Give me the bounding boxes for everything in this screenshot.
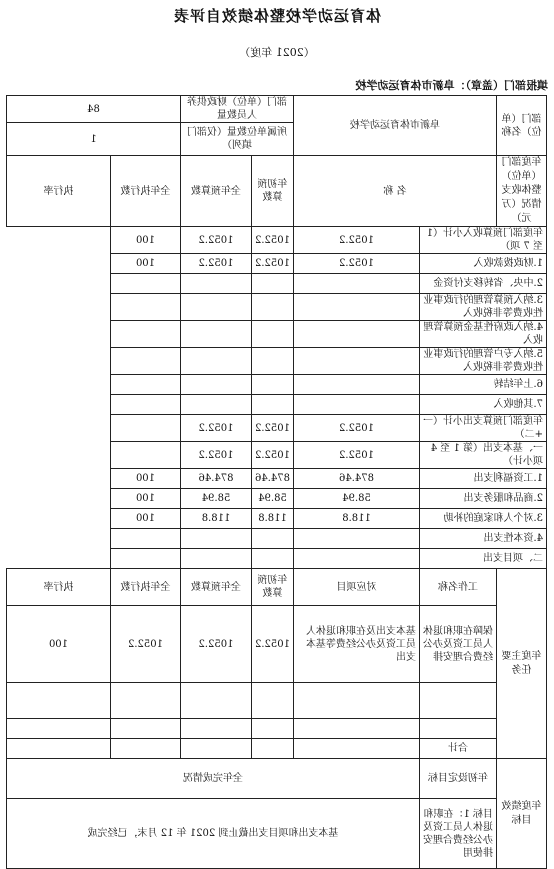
budget-row-name: 3.对个人和家庭的补助 — [420, 509, 547, 529]
budget-row-full — [252, 294, 294, 321]
budget-row — [6, 549, 546, 569]
budget-row-name: 一、基本支出（第 1 至 4 项小计） — [420, 442, 547, 469]
tasks-section-label: 年度主要任务 — [497, 569, 547, 759]
unit-name: 阜新市体育运动学校 — [294, 96, 497, 156]
budget-row-exec: 1052.2 — [181, 254, 252, 274]
tasks-head-exec: 全年执行数 — [111, 569, 181, 606]
budget-row-initial — [294, 321, 420, 348]
budget-row-rate — [111, 415, 181, 442]
budget-row — [6, 294, 546, 321]
budget-row-exec — [181, 395, 252, 415]
task-name: 保障在职和退休人员工资及办公经费合理安排 — [420, 606, 497, 683]
budget-row-rate — [111, 294, 181, 321]
goal-done: 基本支出和项目支出截止到 2021 年 12 月末，已经完成 — [6, 799, 419, 869]
budget-row-full — [252, 274, 294, 294]
budget-row-initial: 1052.2 — [294, 254, 420, 274]
task-empty-cell — [294, 739, 420, 759]
budget-row-full — [252, 529, 294, 549]
budget-row-full — [252, 549, 294, 569]
budget-row-name: 2.中央、省转移支付资金 — [420, 274, 547, 294]
budget-row — [6, 509, 546, 529]
task-empty-cell — [6, 719, 110, 739]
budget-row — [6, 469, 546, 489]
budget-row-name: 1.工资福利支出 — [420, 469, 547, 489]
task-rate: 100 — [6, 606, 110, 683]
page-title: 体育运动学校整体绩效自评表 — [173, 7, 382, 25]
budget-row-exec — [181, 375, 252, 395]
unit-label: 部门（单位）名称 — [497, 96, 547, 156]
budget-row-full: 58.94 — [252, 489, 294, 509]
staff-label: 部门（单位）财政供养人员数量 — [181, 96, 294, 123]
budget-row-rate — [111, 442, 181, 469]
budget-row-initial: 1052.2 — [294, 442, 420, 469]
budget-row-name: 2.商品和服务支出 — [420, 489, 547, 509]
task-full: 1052.2 — [181, 606, 252, 683]
budget-row-full — [252, 321, 294, 348]
budget-row — [6, 415, 546, 442]
budget-row-full: 118.8 — [252, 509, 294, 529]
task-empty-cell — [420, 719, 497, 739]
goals-head-set: 年初设定目标 — [420, 759, 497, 799]
tasks-head-task: 工作名称 — [420, 569, 497, 606]
budget-row-full: 1052.2 — [252, 415, 294, 442]
budget-head-full: 全年预算数 — [181, 156, 252, 227]
budget-row-exec — [181, 529, 252, 549]
budget-row-rate — [111, 529, 181, 549]
budget-row-initial — [294, 395, 420, 415]
budget-row — [6, 274, 546, 294]
budget-row-name: 4.纳入政府性基金预算管理收入 — [420, 321, 547, 348]
budget-row-rate: 100 — [111, 254, 181, 274]
budget-row-exec: 1052.2 — [181, 227, 252, 254]
budget-row — [6, 348, 546, 375]
budget-row-rate — [111, 375, 181, 395]
budget-row-name: 年度部门预算支出小计（一+二） — [420, 415, 547, 442]
budget-row-full: 1052.2 — [252, 227, 294, 254]
filing-department — [356, 77, 549, 93]
budget-row — [6, 395, 546, 415]
budget-row-initial: 874.46 — [294, 469, 420, 489]
budget-row-rate — [111, 274, 181, 294]
budget-row-name: 6.上年结转 — [420, 375, 547, 395]
budget-row-name: 二、项目支出 — [420, 549, 547, 569]
budget-head-initial: 年初预算数 — [252, 156, 294, 227]
budget-row-initial: 1052.2 — [294, 227, 420, 254]
task-empty-cell — [181, 739, 252, 759]
budget-row-full — [252, 348, 294, 375]
goals-section-label: 年度绩效目标 — [497, 759, 547, 869]
budget-row-exec — [181, 321, 252, 348]
budget-head-name: 名 称 — [294, 156, 497, 227]
task-empty-cell — [252, 739, 294, 759]
budget-section-label: 年度部门（单位）整体收支情况（万元） — [497, 156, 547, 227]
dept-name: 阜新市体育运动学校 — [355, 79, 455, 92]
tasks-head-full: 全年预算数 — [181, 569, 252, 606]
budget-row-rate — [111, 549, 181, 569]
goals-head-done: 全年完成情况 — [6, 759, 419, 799]
budget-row-full: 1052.2 — [252, 442, 294, 469]
budget-row-initial — [294, 549, 420, 569]
budget-row-initial — [294, 375, 420, 395]
budget-row-exec — [181, 274, 252, 294]
task-project: 基本支出及在职和退休人员工资及办公经费等基本支出 — [294, 606, 420, 683]
budget-row-rate — [111, 395, 181, 415]
budget-row-rate — [111, 321, 181, 348]
budget-row-name: 4.资本性支出 — [420, 529, 547, 549]
budget-row-rate — [111, 348, 181, 375]
budget-row-name: 5.纳入专户管理的行政事业性收费等非税收入 — [420, 348, 547, 375]
task-empty-cell — [111, 719, 181, 739]
task-empty-cell — [181, 719, 252, 739]
task-empty-cell — [6, 683, 110, 719]
subunits-label: 所属单位数量（仅部门填列） — [181, 123, 294, 156]
budget-head-rate: 执行率 — [6, 156, 110, 227]
budget-row-initial — [294, 294, 420, 321]
budget-row-exec: 1052.2 — [181, 442, 252, 469]
task-empty-cell — [111, 739, 181, 759]
budget-row-rate: 100 — [111, 227, 181, 254]
dept-label: 填报部门（盖章）： — [454, 79, 548, 92]
task-empty-cell — [294, 719, 420, 739]
budget-row-rate: 100 — [111, 509, 181, 529]
tasks-total-label: 合计 — [420, 739, 497, 759]
budget-row-exec — [181, 348, 252, 375]
budget-row — [6, 375, 546, 395]
budget-row-name: 3.纳入预算管理的行政事业性收费等非税收入 — [420, 294, 547, 321]
evaluation-table — [6, 95, 547, 869]
budget-row-initial: 1052.2 — [294, 415, 420, 442]
budget-row-exec: 118.8 — [181, 509, 252, 529]
budget-row-exec: 58.94 — [181, 489, 252, 509]
budget-row-exec — [181, 294, 252, 321]
report-year: （2021 年度） — [239, 46, 315, 59]
budget-row-name: 7.其他收入 — [420, 395, 547, 415]
budget-row-name: 年度部门预算收入小计（1 至 7 项） — [420, 227, 547, 254]
tasks-head-project: 对应项目 — [294, 569, 420, 606]
task-empty-cell — [252, 719, 294, 739]
budget-row-full: 1052.2 — [252, 254, 294, 274]
budget-row-rate: 100 — [111, 489, 181, 509]
budget-row-exec: 874.46 — [181, 469, 252, 489]
tasks-head-rate: 执行率 — [6, 569, 110, 606]
task-exec: 1052.2 — [111, 606, 181, 683]
budget-row — [6, 442, 546, 469]
budget-row — [6, 227, 546, 254]
budget-row-initial — [294, 274, 420, 294]
task-empty-cell — [252, 683, 294, 719]
budget-row — [6, 254, 546, 274]
budget-row-exec: 1052.2 — [181, 415, 252, 442]
task-empty-cell — [6, 739, 110, 759]
tasks-head-initial: 年初预算数 — [252, 569, 294, 606]
budget-head-exec: 全年执行数 — [111, 156, 181, 227]
budget-row-initial: 58.94 — [294, 489, 420, 509]
task-empty-cell — [420, 683, 497, 719]
task-empty-cell — [181, 683, 252, 719]
budget-row-initial: 118.8 — [294, 509, 420, 529]
staff-value: 84 — [6, 96, 180, 123]
budget-row — [6, 529, 546, 549]
goal-target: 目标 1：在职和退休人员工资及办公经费合理安排使用 — [420, 799, 497, 869]
budget-row-full — [252, 395, 294, 415]
budget-row-initial — [294, 348, 420, 375]
budget-row-exec — [181, 549, 252, 569]
budget-row — [6, 489, 546, 509]
budget-row-initial — [294, 529, 420, 549]
task-initial: 1052.2 — [252, 606, 294, 683]
budget-row-full — [252, 375, 294, 395]
subunits-value: 1 — [6, 123, 180, 156]
budget-row-name: 1.财政拨款收入 — [420, 254, 547, 274]
budget-row-full: 874.46 — [252, 469, 294, 489]
budget-row-rate: 100 — [111, 469, 181, 489]
budget-row — [6, 321, 546, 348]
task-empty-cell — [294, 683, 420, 719]
task-empty-cell — [111, 683, 181, 719]
